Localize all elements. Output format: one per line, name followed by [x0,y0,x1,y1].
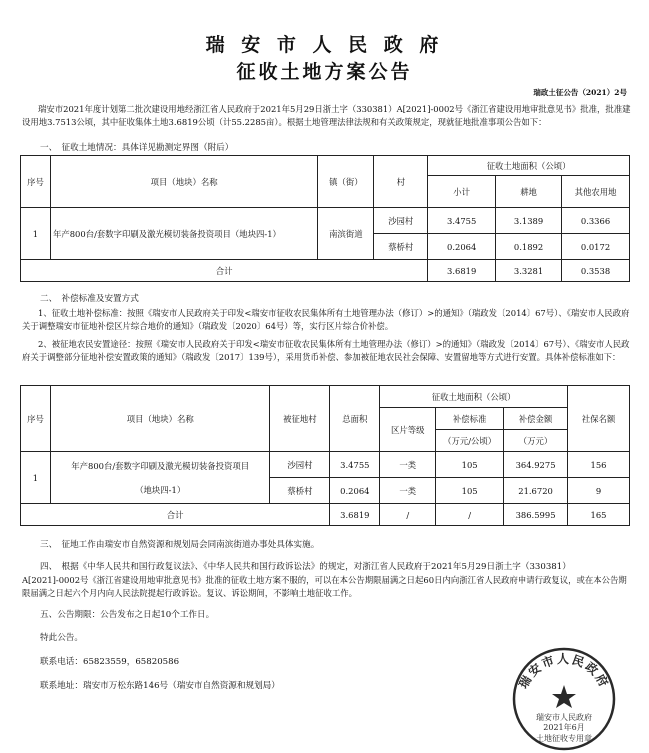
cell-town: 南滨街道 [318,208,374,260]
cell-standard: 105 [436,452,504,478]
cell-level: 一类 [380,452,436,478]
cell-standard: 105 [436,478,504,504]
section-5: 五、公告期限：公告发布之日起10个工作日。 [40,610,215,620]
cell-total-subtotal: 3.6819 [428,260,496,282]
cell-project [50,452,270,504]
th-amount: 补偿金额 [504,408,568,430]
title-line-1: 瑞 安 市 人 民 政 府 [205,34,444,56]
official-seal [510,645,618,753]
cell-village: 沙园村 [270,452,330,478]
cell-total-label: 合计 [21,260,428,282]
project-line-1: 年产800台/套数字印刷及激光模切装备投资项目 [71,460,250,471]
cell-area: 3.4755 [330,452,380,478]
cell-village: 沙园村 [374,208,428,234]
section-3: 三、 征地工作由瑞安市自然资源和规划局会同南滨街道办事处具体实施。 [40,540,320,550]
cell-farmland: 0.1892 [496,234,562,260]
th-area-group: 征收土地面积（公顷） [380,386,568,408]
address-label: 联系地址： [40,681,83,691]
th-subtotal: 小计 [428,176,496,208]
cell-total-other: 0.3538 [562,260,630,282]
project-line-2: （地块四-1） [135,484,186,495]
table-total-row [21,260,630,282]
section-2-heading: 二、 补偿标准及安置方式 [40,294,139,304]
th-project: 项目（地块）名称 [50,156,317,208]
cell-social-security: 156 [568,452,630,478]
th-total-area: 总面积 [330,386,380,452]
cell-seq: 1 [21,208,51,260]
cell-other: 0.0172 [562,234,630,260]
cell-total-standard: / [436,504,504,526]
cell-village: 蔡桥村 [374,234,428,260]
th-seq: 序号 [21,386,51,452]
land-table [20,155,630,282]
seal-bottom-text: 土地征收专用章 [536,734,592,743]
cell-project: 年产800台/套数字印刷及激光模切装备投资项目（地块四-1） [50,208,317,260]
cell-seq: 1 [21,452,51,504]
svg-text:瑞安市人民政府 [515,652,612,691]
cell-other: 0.3366 [562,208,630,234]
title-line-2: 征收土地方案公告 [236,61,413,83]
seal-date-text: 2021年6月 [543,723,585,732]
th-village: 被征地村 [270,386,330,452]
address-value: 瑞安市万松东路146号（瑞安市自然资源和规划局） [82,681,280,691]
th-village: 村 [374,156,428,208]
seal-middle-text: 瑞安市人民政府 [536,713,592,722]
th-project: 项目（地块）名称 [50,386,270,452]
th-other: 其他农用地 [562,176,630,208]
contact-address [40,679,280,691]
th-standard: 补偿标准 [436,408,504,430]
cell-level: 一类 [380,478,436,504]
cell-village: 蔡桥村 [270,478,330,504]
contact-phone [40,655,179,667]
cell-total-farmland: 3.3281 [496,260,562,282]
th-town: 镇（街） [318,156,374,208]
resettlement-paragraph: 2、被征地农民安置途径：按照《瑞安市人民政府关于印发<瑞安市征收农民集体所有土地管理办法（修订）>的通知》（瑞政发〔2014〕67号）、《瑞安市人民政府关于调整部分征地补偿安置政策的通知》（瑞政发〔2017〕139号），采用货币补偿、参加被征地农民社会保障、安置留地等方式进行安置。具体补偿标准如下： [22,339,630,362]
th-standard-unit: （万元/公顷） [436,430,504,452]
th-level: 区片等级 [380,408,436,452]
cell-subtotal: 0.2064 [428,234,496,260]
cell-total-amount: 386.5995 [504,504,568,526]
cell-total-social-security: 165 [568,504,630,526]
section-1-heading: 一、 征收土地情况：具体详见勘测定界图（附后） [40,143,234,153]
th-area: 征收土地面积（公顷） [428,156,630,176]
th-amount-unit: （万元） [504,430,568,452]
seal-top-text: 瑞安市人民政府 [516,652,612,691]
seal-star-icon [552,685,576,708]
table-row [21,208,630,234]
th-seq: 序号 [21,156,51,208]
document-number: 瑞政土征公告（2021）2号 [533,88,627,97]
cell-total-level: / [380,504,436,526]
cell-area: 0.2064 [330,478,380,504]
table-row [21,452,630,478]
cell-subtotal: 3.4755 [428,208,496,234]
phone-label: 联系电话： [40,657,83,667]
cell-farmland: 3.1389 [496,208,562,234]
th-social-security: 社保名额 [568,386,630,452]
cell-social-security: 9 [568,478,630,504]
closing-notice: 特此公告。 [40,633,83,643]
phone-value: 65823559，65820586 [82,657,180,667]
section-4-line-1: 四、 根据《中华人民共和国行政复议法》、《中华人民共和国行政诉讼法》的规定，对浙江省人民政府于2021年5月29日浙土字（330381） [40,562,571,572]
cell-total-label: 合计 [21,504,330,526]
compensation-paragraph: 1、征收土地补偿标准：按照《瑞安市人民政府关于印发<瑞安市征收农民集体所有土地管理办法（修订）>的通知》（瑞政发〔2014〕67号）、《瑞安市人民政府关于调整瑞安市征地补偿区片综合地价的通知》（瑞政发〔2020〕64号）等，实行区片综合价补偿。 [22,308,630,331]
intro-paragraph: 瑞安市2021年度计划第二批次建设用地经浙江省人民政府于2021年5月29日浙土字（330381）A[2021]-0002号《浙江省建设用地审批意见书》批准，批准建设用地3.7513公顷，其中征收集体土地3.6819公顷（计55.2285亩）。根据土地管理法律法规和有关政策规定，现就征地批准事项公告如下： [22,104,631,127]
cell-amount: 364.9275 [504,452,568,478]
cell-amount: 21.6720 [504,478,568,504]
th-farmland: 耕地 [496,176,562,208]
cell-total-area: 3.6819 [330,504,380,526]
section-4-rest: A[2021]-0002号《浙江省建设用地审批意见书》批准的征收土地方案不服的，可以在本公告期限届满之日起60日内向浙江省人民政府申请行政复议，或在本公告期限届满之日起六个月内向人民法院提起行政诉讼。复议、诉讼期间，不影响土地征收工作。 [22,575,627,598]
compensation-table [20,385,630,526]
table-total-row [21,504,630,526]
